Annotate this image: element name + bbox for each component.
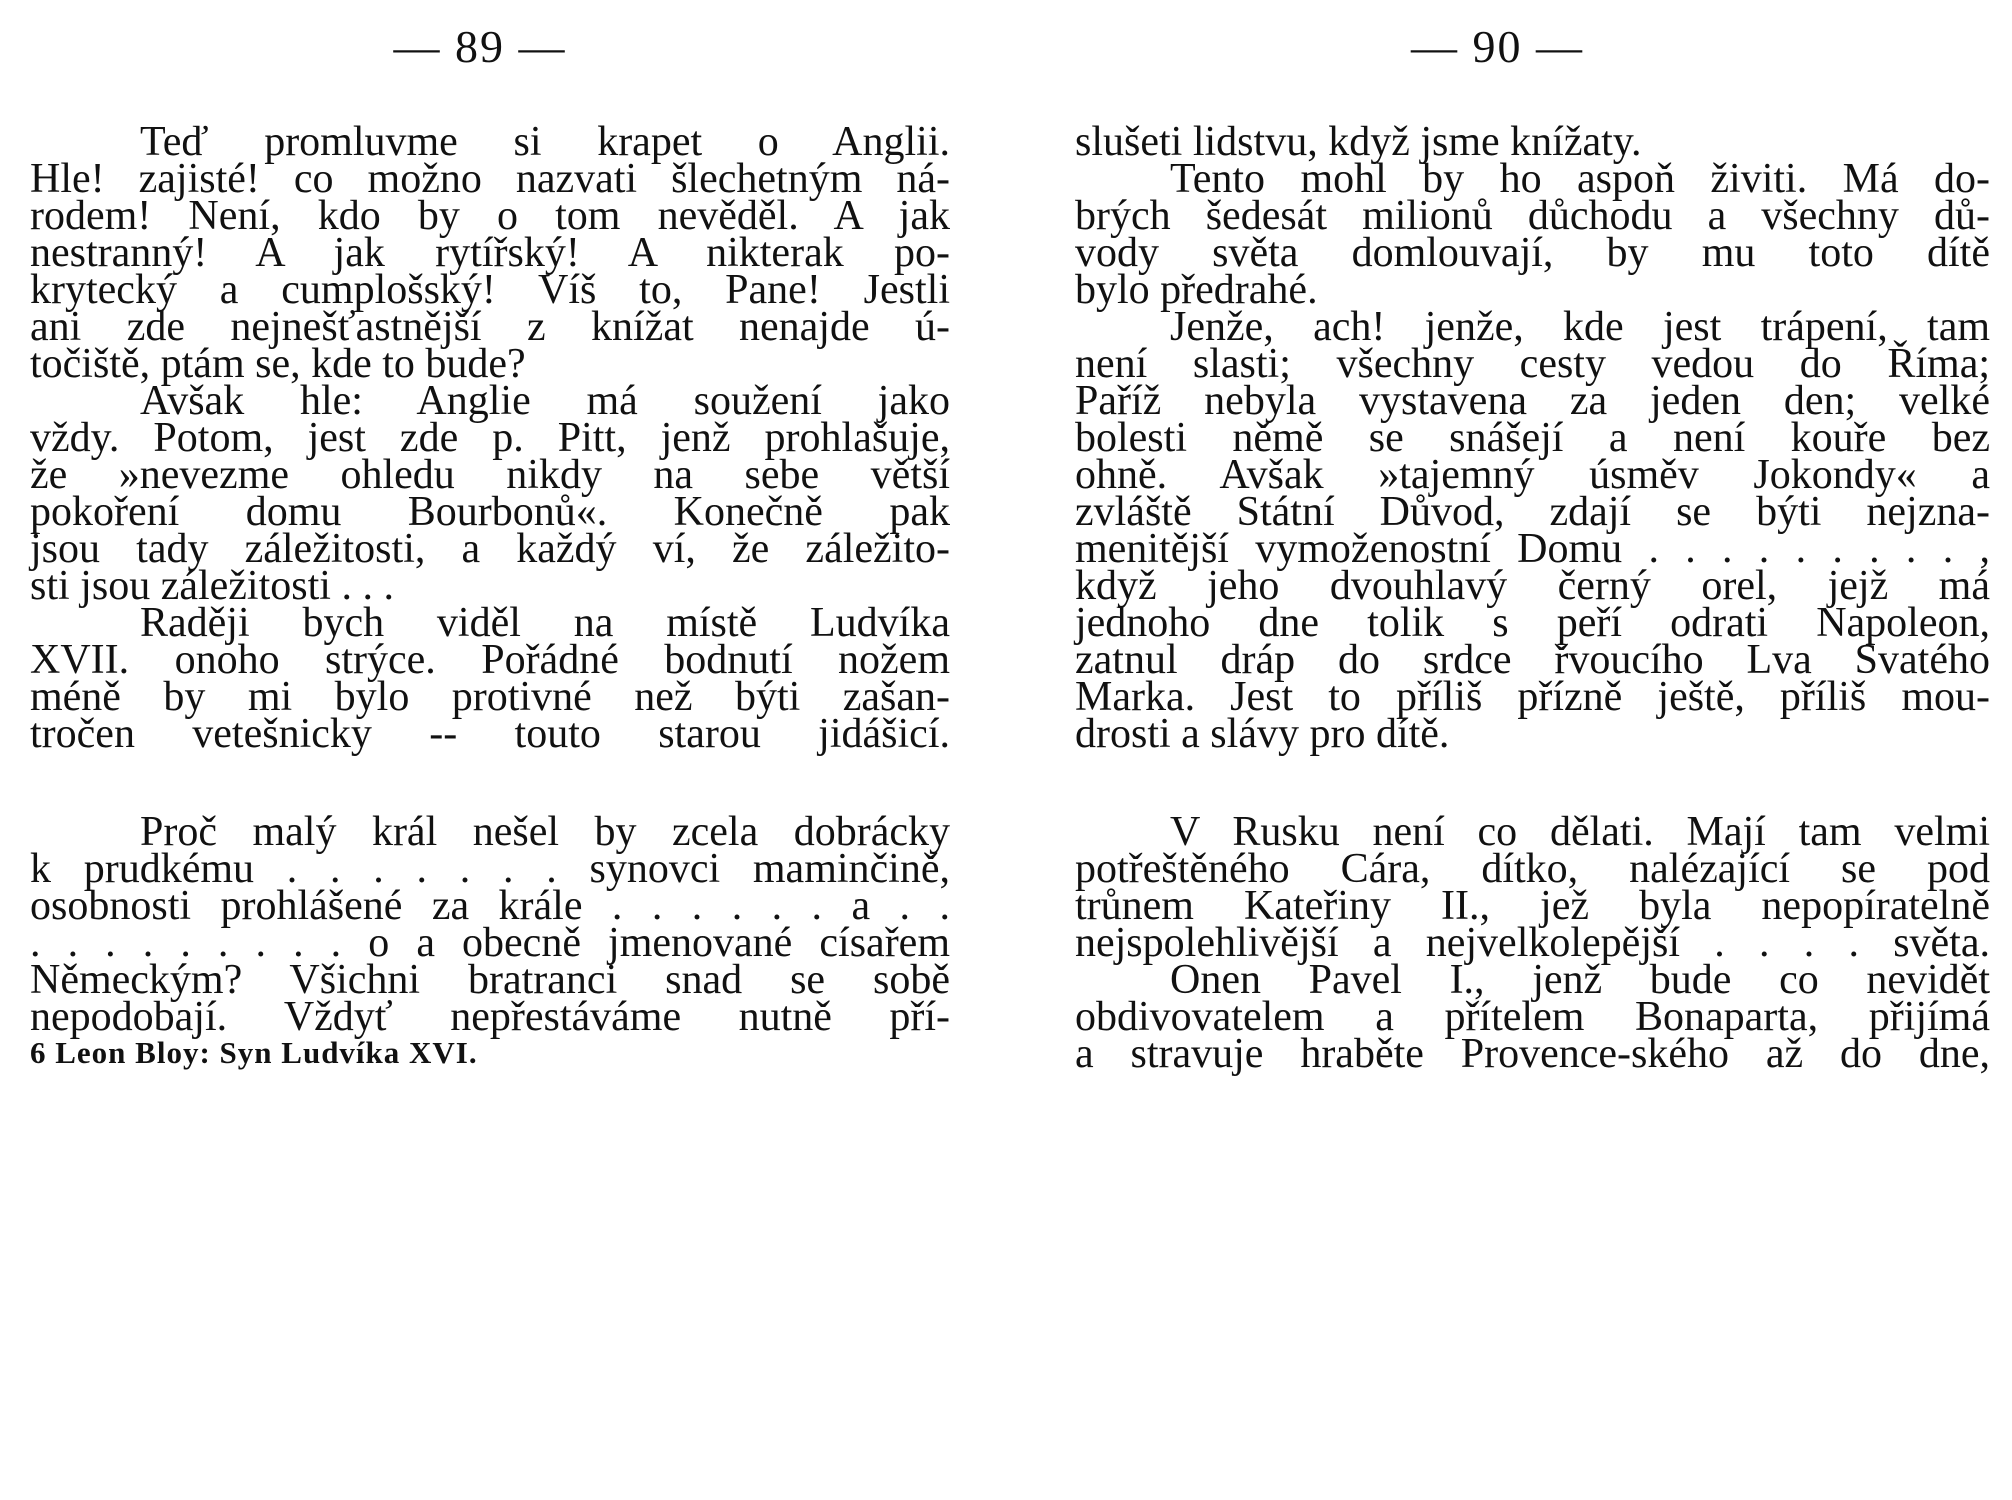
text-line: ani zde nejnešťastnější z knížat nenajde ú- [30,304,950,350]
text-line: nepodobají. Vždyť nepřestáváme nutně pří- [30,994,950,1040]
text-line: trůnem Kateřiny II., jež byla nepopíratelně [1075,883,1990,929]
text-line: jsou tady záležitosti, a každý ví, že záležito- [30,526,950,572]
text-line: pokoření domu Bourbonů«. Konečně pak [30,489,950,535]
text-line: k prudkému . . . . . . . synovci maminčině, [30,846,950,892]
text-line: krytecký a cumplošský! Víš to, Pane! Jestli [30,267,950,313]
text-line: potřeštěného Cára, dítko, nalézající se pod [1075,846,1990,892]
text-line: že »nevezme ohledu nikdy na sebe větší [30,452,950,498]
page-number-left: — 89 — [393,21,567,72]
text-line: ohně. Avšak »tajemný úsměv Jokondy« a [1075,452,1990,498]
text-line: nestranný! A jak rytířský! A nikterak po- [30,230,950,276]
text-line: Jenže, ach! jenže, kde jest trápení, tam [1170,304,1990,350]
text-line: XVII. onoho strýce. Pořádné bodnutí nožem [30,637,950,683]
text-line: vody světa domlouvají, by mu toto dítě [1075,230,1990,276]
text-line: Tento mohl by ho aspoň živiti. Má do- [1170,156,1990,202]
text-line: Paříž nebyla vystavena za jeden den; velké [1075,378,1990,424]
text-line: tročen vetešnicky -- touto starou jidášicí. [30,711,950,757]
text-line: osobnosti prohlášené za krále . . . . . . a . . [30,883,950,929]
footer-signature: 6 Leon Bloy: Syn Ludvíka XVI. [30,1035,478,1070]
text-line: brých šedesát milionů důchodu a všechny dů- [1075,193,1990,239]
text-line: když jeho dvouhlavý černý orel, jejž má [1075,563,1990,609]
text-line: Teď promluvme si krapet o Anglii. [140,119,950,165]
text-line: Avšak hle: Anglie má soužení jako [140,378,950,424]
text-line: Marka. Jest to příliš přízně ještě, příliš mou- [1075,674,1990,720]
text-line: slušeti lidstvu, když jsme knížaty. [1075,119,1642,165]
text-line: Hle! zajisté! co možno nazvati šlechetným ná- [30,156,950,202]
text-line: bylo předrahé. [1075,267,1318,313]
text-line: Raději bych viděl na místě Ludvíka [140,600,950,646]
text-line: točiště, ptám se, kde to bude? [30,341,526,387]
text-line: rodem! Není, kdo by o tom nevěděl. A jak [30,193,950,239]
text-line: menitější vymoženostní Domu . . . . . . . . . , [1075,526,1990,572]
text-line: sti jsou záležitosti . . . [30,563,394,609]
text-line: obdivovatelem a přítelem Bonaparta, přijímá [1075,994,1990,1040]
text-line: Německým? Všichni bratranci snad se sobě [30,957,950,1003]
page-number-right: — 90 — [1411,21,1584,72]
text-line: nejspolehlivější a nejvelkolepější . . . . světa. [1075,920,1990,966]
text-line: Onen Pavel I., jenž bude co nevidět [1170,957,1990,1003]
text-line: vždy. Potom, jest zde p. Pitt, jenž prohlašuje, [30,415,950,461]
text-line: drosti a slávy pro dítě. [1075,711,1450,757]
text-line: jednoho dne tolik s peří odrati Napoleon, [1075,600,1990,646]
text-line: bolesti němě se snášejí a není kouře bez [1075,415,1990,461]
text-line: zvláště Státní Důvod, zdají se býti nejzna- [1075,489,1990,535]
text-line: . . . . . . . . . o a obecně jmenované císařem [30,920,950,966]
text-line: Proč malý král nešel by zcela dobrácky [140,809,950,855]
text-line: V Rusku není co dělati. Mají tam velmi [1170,809,1990,855]
text-line: a stravuje hraběte Provence-ského až do dne, [1075,1031,1990,1077]
right-page [1075,0,1990,1500]
text-line: není slasti; všechny cesty vedou do Říma; [1075,341,1990,387]
text-line: méně by mi bylo protivné než býti zašan- [30,674,950,720]
text-line: zatnul dráp do srdce řvoucího Lva Svatého [1075,637,1990,683]
left-page [30,0,950,1500]
